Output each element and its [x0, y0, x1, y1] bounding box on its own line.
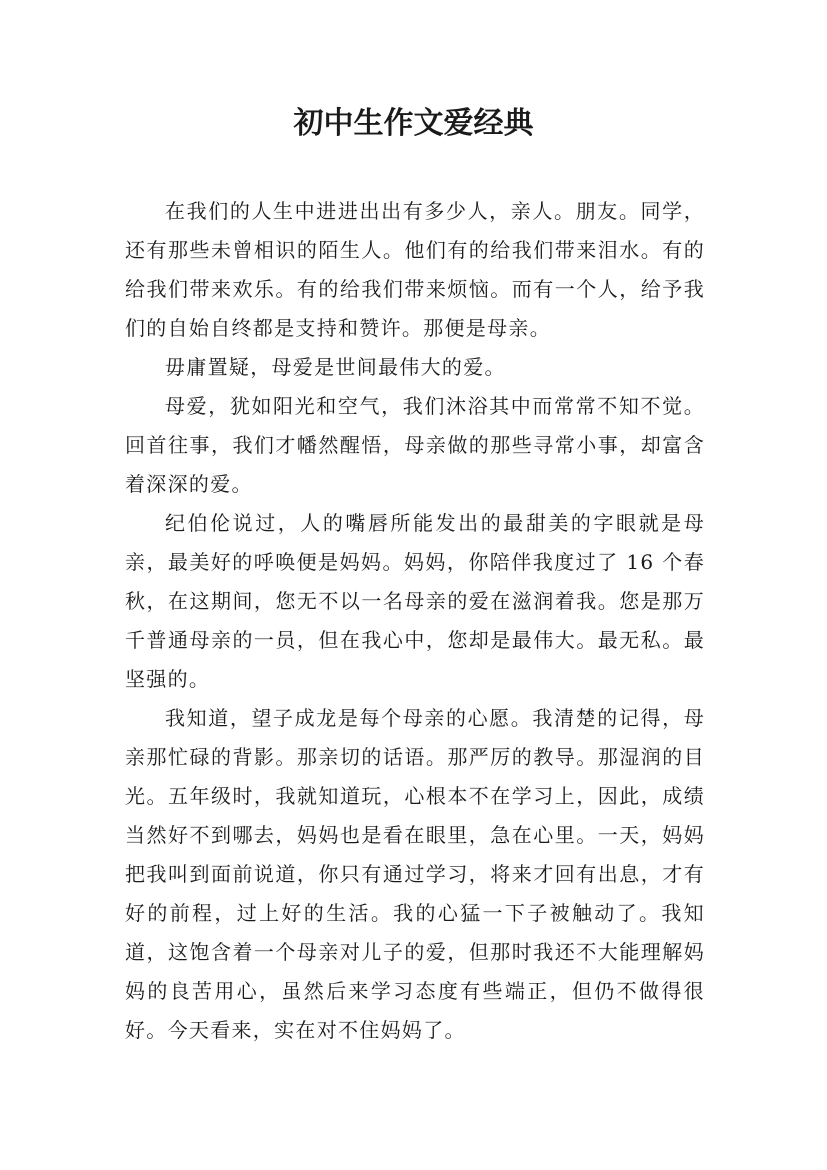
- paragraph-2: 毋庸置疑，母爱是世间最伟大的爱。: [165, 355, 506, 379]
- paragraph-3: 母爱，犹如阳光和空气，我们沐浴其中而常常不知不觉。回首往事，我们才幡然醒悟，母亲做的那些寻常小事，却富含着深深的爱。: [125, 394, 705, 496]
- document-body: [125, 192, 705, 1050]
- paragraph-5: 我知道，望子成龙是每个母亲的心愿。我清楚的记得，母亲那忙碌的背影。那亲切的话语。那严厉的教导。那湿润的目光。五年级时，我就知道玩，心根本不在学习上，因此，成绩当然好不到哪去，妈妈也是看在眼里，急在心里。一天，妈妈把我叫到面前说道，你只有通过学习，将来才回有出息，才有好的前程，过上好的生活。我的心猛一下子被触动了。我知道，这饱含着一个母亲对儿子的爱，但那时我还不大能理解妈妈的良苦用心，虽然后来学习态度有些端正，但仍不做得很好。今天看来，实在对不住妈妈了。: [125, 706, 705, 1042]
- document-title: 初中生作文爱经典: [293, 106, 534, 141]
- paragraph-4: 纪伯伦说过，人的嘴唇所能发出的最甜美的字眼就是母亲，最美好的呼唤便是妈妈。妈妈，你陪伴我度过了 16 个春秋，在这期间，您无不以一名母亲的爱在滋润着我。您是那万千普通母亲的一员，但在我心中，您却是最伟大。最无私。最坚强的。: [125, 511, 705, 691]
- paragraph-1: 在我们的人生中进进出出有多少人，亲人。朋友。同学，还有那些未曾相识的陌生人。他们有的给我们带来泪水。有的给我们带来欢乐。有的给我们带来烦恼。而有一个人，给予我们的自始自终都是支持和赞许。那便是母亲。: [125, 199, 705, 340]
